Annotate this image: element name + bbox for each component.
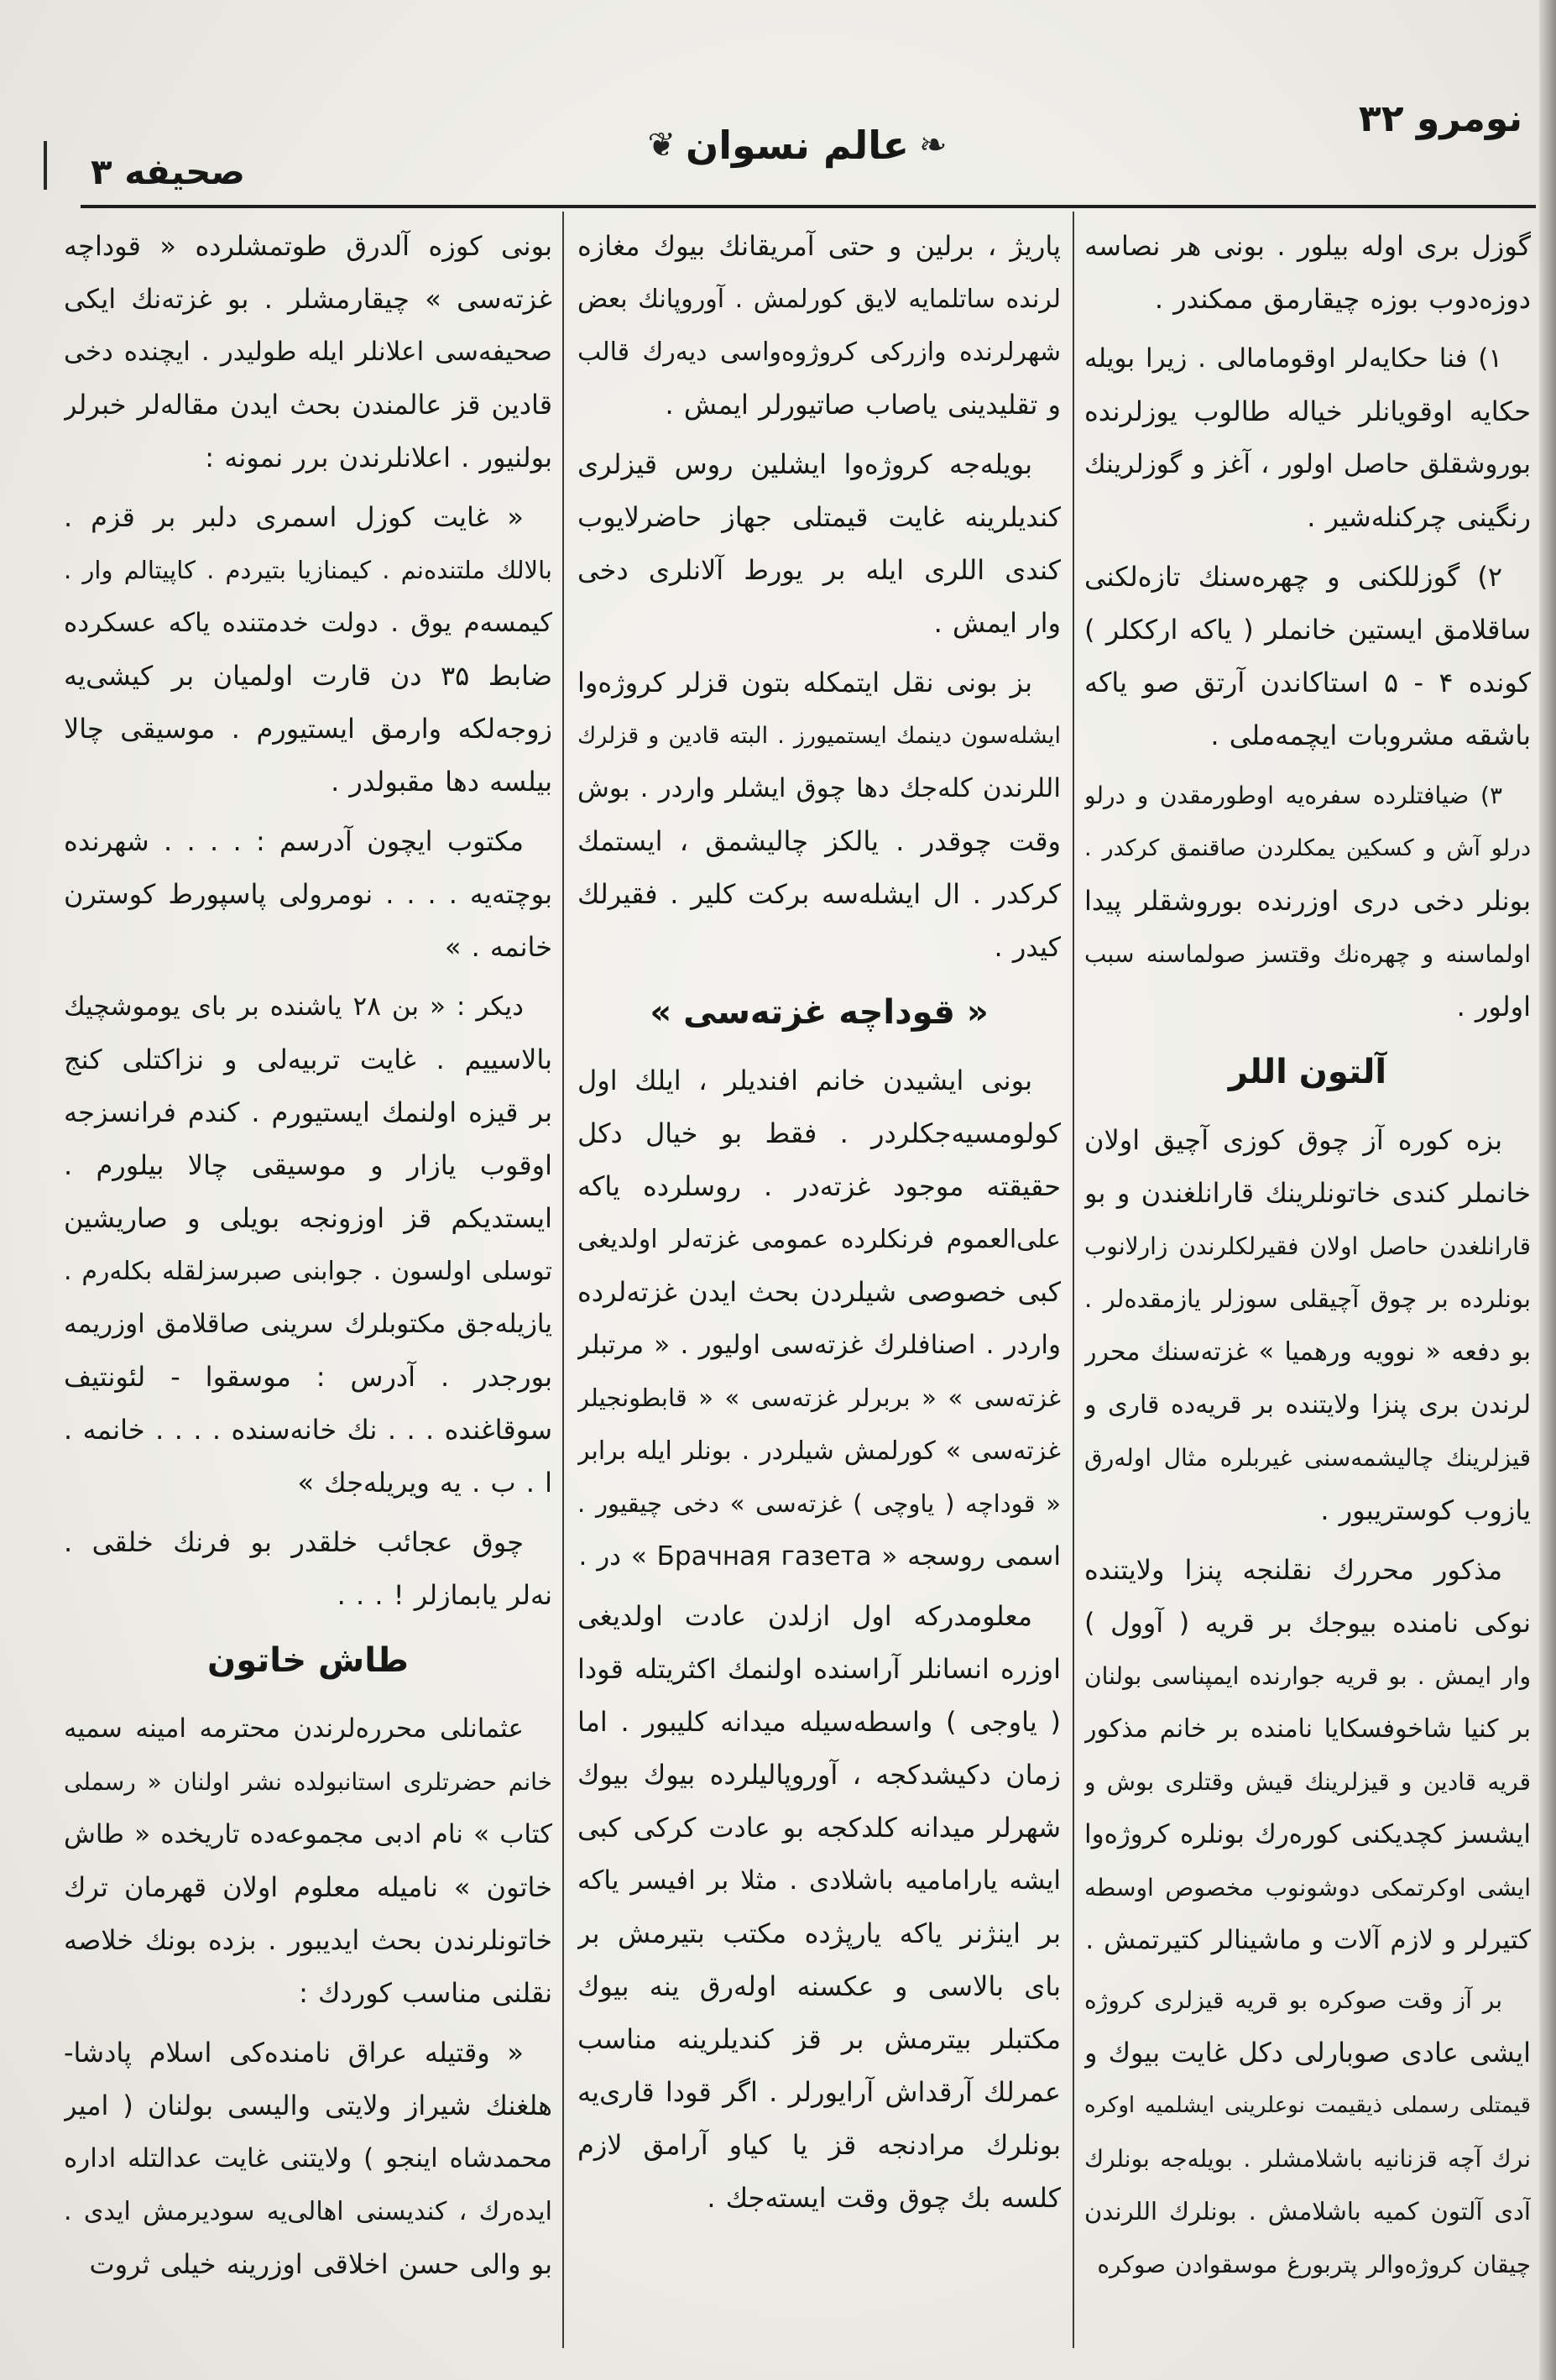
text-line: خانم حضرتلری استانبولده نشر اولنان « رسملی (64, 1768, 552, 1796)
text-line: بر کنیا شاخوفسکایا نامنده بر خانم مذکور (1084, 1714, 1531, 1744)
text-line: قریه قادین و قیزلرینك قیش وقتلری بوش و (1084, 1768, 1531, 1796)
text-line: کلسه بك چوق وقت ایسته‌جك . (707, 2182, 1061, 2214)
text-line: خاتون » نامیله معلوم اولان قهرمان ترك (64, 1871, 552, 1903)
text-line: بولنیور . اعلانلرندن برر نمونه : (205, 442, 552, 473)
text-line: خاتونلرندن بحث ایدیبور . بزده بونك خلاصه‌ (64, 1924, 552, 1956)
paragraph (577, 656, 1061, 974)
text-line: واردر . اصنافلرك غزته‌سی اولیور . « مرتبلر (577, 1330, 1061, 1360)
text-line: نرك آچه قزنانیه باشلامشلر . بویله‌جه بونلرك (1084, 2145, 1531, 2173)
text-line: ایشی عادی صوبارلی دکل غایت بیوك و (1084, 2037, 1531, 2069)
paragraph (1084, 220, 1531, 326)
text-line: ضابط ۳۵ دن قارت اولمیان بر کیشی‌یه (64, 660, 552, 692)
text-line: رنگینی چرکنله‌شیر . (1307, 501, 1531, 533)
column-right (1084, 220, 1531, 2298)
text-line: اولماسنه و چهره‌نك وقتسز صولماسنه سبب (1084, 940, 1531, 968)
paragraph (577, 220, 1061, 432)
section-heading: آلتون اللر (1228, 1053, 1387, 1091)
text-line: بو والی حسن اخلاقی اوزرینه خیلی ثروت (89, 2248, 552, 2280)
text-line: لرندن بری پنزا ولایتنده بر قریه‌ده قاری و (1084, 1390, 1531, 1420)
text-line: عمرلك آرقداش آرایورلر . اگر قودا قاری‌یه (577, 2076, 1061, 2108)
text-line: مذکور محررك نقلنجه پنزا ولایتنده (1084, 1554, 1502, 1586)
text-line: نه‌لر یابمازلر ! . . . (337, 1579, 552, 1611)
text-line: ایده‌رك ، کندیسنی اهالی‌یه سودیرمش ایدی . (64, 2197, 552, 2226)
text-line: درلو آش و کسکین یمکلردن صاقنمق کرکدر . (1084, 835, 1531, 861)
text-line: بویله‌جه کروژه‌وا ایشلین روس قیزلری (577, 448, 1032, 480)
text-line: قیمتلی رسملی ذیقیمت نوعلرینی ایشلمیه اوکره (1084, 2093, 1531, 2118)
text-line: کتیرلر و لازم آلات و ماشینالر کتیرتمش . (1085, 1925, 1531, 1955)
text-line: کونده ۴ - ۵ استاکاندن آرتق صو یاکه (1084, 667, 1531, 698)
text-line: شهرلرنده وازرکی کروژوه‌واسی دیه‌رك قالب (577, 337, 1061, 367)
text-line: معلومدرکه اول ازلدن عادت اولدیغی (577, 1600, 1032, 1632)
text-line: وقت چوقدر . یالکز چالیشمق ، ایستمك (577, 825, 1061, 857)
text-line: حکایه اوقویانلر خیاله طالوب یوزلرنده (1084, 395, 1531, 427)
text-line: بوروشقلق حاصل اولور ، آغز و گوزلرینك (1084, 449, 1531, 479)
paragraph (1084, 1114, 1531, 1537)
text-line: « غایت کوزل اسمری دلبر بر قزم . (64, 501, 524, 533)
column-middle (577, 220, 1061, 2231)
text-line: شهرلر میدانه کلدکجه بو عادت کرکی کبی (577, 1812, 1061, 1844)
text-line: بز بونی نقل ایتمکله بتون قزلر کروژه‌وا (577, 667, 1032, 698)
text-line: و تقلیدینی یاصاب صاتیورلر ایمش . (665, 389, 1061, 421)
paragraph (64, 220, 552, 484)
text-line: وار ایمش . بو قریه جوارنده ایمپناسی بولنان (1084, 1662, 1531, 1690)
text-line: بالالك ملتنده‌نم . کیمنازیا بتیردم . کاپیتالم وار . (64, 556, 552, 584)
text-line: « قوداچه ( یاوچی ) غزته‌سی » دخی چیقیور . (577, 1489, 1061, 1518)
paragraph (1084, 769, 1531, 1033)
text-line: کندیلرینه غایت قیمتلی جهاز حاضرلایوب (577, 501, 1061, 533)
paragraph (577, 438, 1061, 650)
text-line: ا . ب . یه ویریله‌جك » (297, 1467, 552, 1499)
text-line: عثمانلی محرره‌لرندن محترمه امینه سمیه (64, 1713, 524, 1744)
text-line: هلغنك شیراز ولایتی والیسی بولنان ( امیر (64, 2090, 552, 2121)
text-line: صحیفه‌سی اعلانلر ایله طولیدر . ایچنده دخی (64, 337, 552, 367)
text-line: بر آز وقت صوکره بو قریه قیزلری کروژه (1084, 1986, 1502, 2014)
text-line: اولور . (1456, 991, 1531, 1023)
paragraph (577, 1054, 1061, 1583)
text-line: سوقاغنده . . . نك خانه‌سنده . . . . خانمه . (64, 1414, 552, 1446)
text-line: کیدر . (994, 931, 1061, 963)
text-line: غزته‌سی » « بربرلر غزته‌سی » « قابطونجیلر (577, 1384, 1061, 1412)
paragraph (1084, 551, 1531, 762)
text-line: ۳) ضیافتلرده سفره‌یه اوطورمقدن و درلو (1084, 782, 1502, 809)
text-line: پاریژ ، برلین و حتی آمریقانك بیوك مغازه (577, 230, 1061, 262)
paragraph (1084, 1974, 1531, 2291)
text-line: محمدشاه اینجو ) ولایتنی غایت عدالتله اداره (64, 2143, 552, 2173)
text-line: کتاب » نام ادبی مجموعه‌ده تاریخده « طاش (64, 1819, 552, 1849)
paragraph (64, 815, 552, 974)
section-heading: « قوداچه غزته‌سی » (650, 993, 989, 1032)
text-line: چیقان کروژه‌والر پتربورغ موسقوادن صوکره (1097, 2251, 1531, 2278)
text-line: کندی اللری ایله بر یورط آلانلری دخی (577, 554, 1061, 586)
text-line: اوقوب یازار و موسیقی چالا بیلورم . (64, 1149, 552, 1181)
text-line: ساقلامق ایستین خانملر ( یاکه ارککلر ) (1084, 614, 1531, 646)
paragraph (64, 1516, 552, 1622)
text-line: یازیله‌جق مکتوبلرك سرینی صاقلامق اوزریمه (64, 1309, 552, 1339)
text-line: بر اینژنر یاکه یارپژده مکتب بتیرمش بر (577, 1917, 1061, 1949)
floral-ornament-icon: ❦ (647, 126, 676, 165)
text-line: بونلرده بر چوق آچیقلی سوزلر یازمقده‌لر . (1084, 1284, 1531, 1313)
text-line: حقیقته موجود غزته‌در . روسلرده یاکه (577, 1170, 1061, 1202)
column-divider (1073, 212, 1074, 2348)
text-line: بیلسه دها مقبولدر . (331, 766, 552, 798)
text-line: بونی کوزه آلدرق طوتمشلرده « قوداچه (64, 230, 552, 262)
text-line: قادین قز عالمندن بحث ایدن مقاله‌لر خبرلر (64, 389, 552, 421)
text-line: « وقتیله عراق نامنده‌کی اسلام پادشا- (64, 2037, 524, 2069)
text-line: بزه کوره آز چوق کوزی آچیق اولان (1084, 1124, 1502, 1156)
issue-number: نومرو ۳۲ (1358, 97, 1522, 140)
text-line: غزته‌سی » چیقارمشلر . بو غزته‌نك ایکی (64, 283, 552, 315)
text-line: خانمه . » (444, 931, 552, 963)
scan-edge (1539, 0, 1556, 2380)
page-number: صحیفه ۳ (91, 151, 245, 192)
text-line: مکتبلر بیترمش بر قز کندیلرینه مناسب (577, 2023, 1061, 2055)
margin-mark (44, 141, 47, 190)
text-line: زوجه‌لکه وارمق ایستیورم . موسیقی چالا (64, 713, 552, 745)
column-left (64, 220, 552, 2298)
text-line: گوزل بری اوله بیلور . بونی هر نصاسه (1084, 230, 1531, 262)
text-line: توسلی اولسون . جوابنی صبرسزلقله بکله‌رم . (64, 1257, 552, 1286)
newspaper-title: عالم نسوان (685, 123, 909, 168)
text-line: ۱) فنا حکایه‌لر اوقومامالی . زیرا بویله (1084, 343, 1502, 374)
text-line: ( یاوجی ) واسطه‌سیله میدانه کلیبور . اما (577, 1706, 1061, 1738)
text-line: آدی آلتون کمیه باشلامش . بونلرك اللرندن (1084, 2197, 1531, 2226)
text-line: باشقه مشروبات ایچمه‌ملی . (1210, 719, 1531, 751)
text-line: بونلرك مرادنجه قز یا کیاو آرامق لازم (577, 2129, 1061, 2161)
text-line: ۲) گوزللکنی و چهره‌سنك تازه‌لکنی (1084, 561, 1502, 593)
text-line: دوزه‌دوب بوزه چیقارمق ممکندر . (1154, 283, 1531, 315)
text-line: بوچته‌یه . . . . نومرولی پاسپورط کوسترن (64, 878, 552, 910)
text-line: غزته‌سی » کورلمش شیلردر . بونلر ایله برابر (577, 1436, 1061, 1466)
text-line: قیزلرینك چالیشمه‌سنی غیربلره مثال اوله‌رق (1084, 1444, 1531, 1472)
text-line: چوق عجائب خلقدر بو فرنك خلقی . (64, 1526, 524, 1558)
text-line: بورجدر . آدرس : موسقوا - لئونتیف (64, 1361, 552, 1393)
text-line: علی‌العموم فرنکلرده عمومی غزته‌لر اولدیغی (577, 1225, 1061, 1254)
text-line: زمان دکیشدکجه ، آوروپالیلرده بیوك بیوك (577, 1759, 1061, 1791)
text-line: بر قیزه اولنمك ایستیورم . کندم فرانسزجه (64, 1096, 552, 1128)
text-line: بونلر دخی دری اوزرنده بوروشقلر پیدا (1084, 885, 1531, 917)
text-line: بای بالاسی و عکسنه اوله‌رق ینه بیوك (577, 1970, 1061, 2002)
text-line: نوکی نامنده بیوجك بر قریه ( آوول ) (1084, 1607, 1531, 1639)
column-divider (562, 212, 564, 2348)
text-line: کیمسه‌م یوق . دولت خدمتنده یاکه عسکرده (64, 608, 552, 638)
text-line: اوزره انسانلر آراسنده اولنمك اکثریتله قودا (577, 1653, 1061, 1685)
text-line: مکتوب ایچون آدرسم : . . . . شهرنده (64, 825, 524, 857)
text-line: کولومسیه‌جکلردر . فقط بو خیال دکل (577, 1117, 1061, 1149)
text-line: ایستدیکم قز اوزونجه بویلی و صاریشین (64, 1202, 552, 1234)
text-line: اسمی روسجه « Брачная газета » در . (578, 1541, 1061, 1572)
paragraph (577, 1590, 1061, 2225)
floral-ornament-icon: ❧ (919, 126, 948, 165)
paragraph (1084, 332, 1531, 544)
text-line: قارانلغدن حاصل اولان فقیرلکلرندن زارلانوب (1084, 1232, 1531, 1260)
text-line: کبی خصوصی شیلردن بحث ایدن غزته‌لرده (577, 1276, 1061, 1308)
paragraph (1084, 1544, 1531, 1967)
text-line: خانملر کندی خاتونلرینك قارانلغندن و بو (1084, 1177, 1531, 1209)
paragraph (64, 491, 552, 808)
text-line: بو دفعه « نوویه ورهمیا » غزته‌سنك محرر (1084, 1337, 1531, 1367)
masthead-title-group (638, 123, 957, 168)
text-line: یازوب کوستریبور . (1320, 1494, 1531, 1526)
paragraph (64, 1703, 552, 2020)
text-line: اللرندن کله‌جك دها چوق ایشلر واردر . بوش (577, 773, 1061, 803)
text-line: بالاسییم . غایت تربیه‌لی و نزاکتلی کنج (64, 1044, 552, 1075)
text-line: لرنده ساتلمایه لایق کورلمش . آوروپانك بعض (577, 285, 1061, 314)
paragraph (64, 2027, 552, 2291)
text-line: وار ایمش . (933, 607, 1061, 639)
text-line: ایشله‌سون دینمك ایستمیورز . البته قادین و قزلرك (577, 723, 1061, 749)
text-line: نقلنی مناسب کوردك : (299, 1977, 552, 2009)
text-line: ایشی اوکرتمکی دوشونوب مخصوص اوسطه (1084, 1874, 1531, 1901)
text-line: ایشه یارامامیه باشلادی . مثلا بر افیسر یاکه (577, 1865, 1061, 1896)
section-heading: طاش خاتون (207, 1641, 409, 1680)
text-line: دیکر : « بن ۲۸ یاشنده بر بای یوموشچیك (64, 991, 524, 1022)
text-line: کرکدر . ال ایشله‌سه برکت کلیر . فقیرلك (577, 878, 1061, 910)
text-line: بونی ایشیدن خانم افندیلر ، ایلك اول (577, 1064, 1032, 1096)
text-line: ایشسز کچدیکنی کوره‌رك بونلره کروژه‌وا (1084, 1819, 1531, 1849)
header-rule (81, 205, 1536, 208)
paragraph (64, 981, 552, 1509)
